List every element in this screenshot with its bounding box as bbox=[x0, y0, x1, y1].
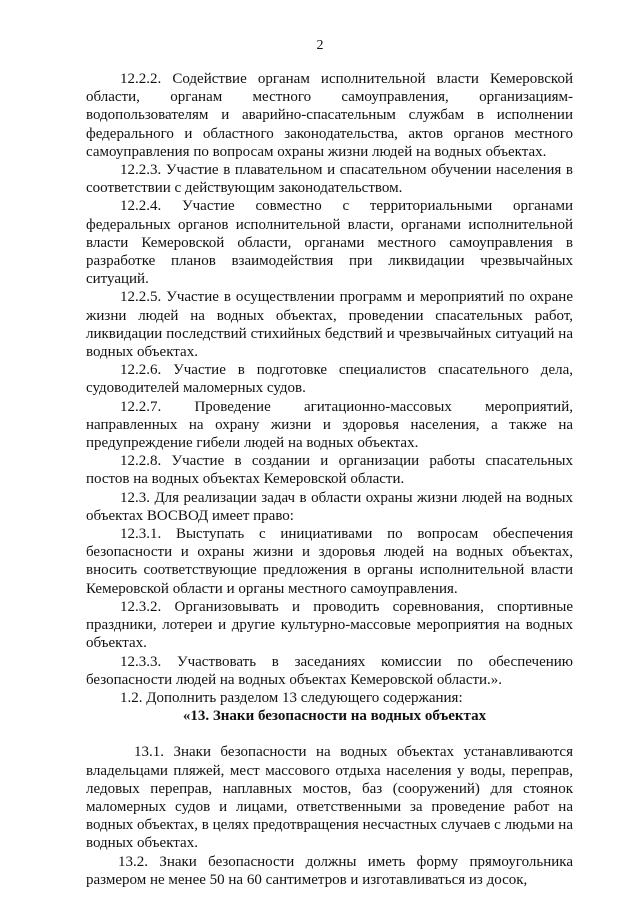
section-heading: «13. Знаки безопасности на водных объектах bbox=[182, 708, 487, 725]
paragraph-12-3-3: 12.3.3. Участвовать в заседаниях комиссии по обеспечению безопасности людей на водных объектах Кемеровской области.». bbox=[86, 653, 573, 688]
paragraph-1-2: 1.2. Дополнить разделом 13 следующего содержания: bbox=[120, 689, 463, 706]
paragraph-12-2-5: 12.2.5. Участие в осуществлении программ и мероприятий по охране жизни людей на водных объектах, проведении спасательных работ, ликвидации последствий стихийных бедствий и чрезвычайных ситуаций на водных объектах. bbox=[86, 289, 573, 361]
paragraph-12-2-7: 12.2.7. Проведение агитационно-массовых мероприятий, направленных на охрану жизни и здоровья населения, а также на предупреждение гибели людей на водных объектах. bbox=[86, 398, 573, 452]
paragraph-12-2-2: 12.2.2. Содействие органам исполнительной власти Кемеровской области, органам местного самоуправления, организациям-водопользователям и аварийно-спасательным службам в исполнении федерального и областного законодательства, актов органов местного самоуправления по вопросам охраны жизни людей на водных объектах. bbox=[86, 71, 573, 160]
paragraph-12-2-6: 12.2.6. Участие в подготовке специалистов спасательного дела, судоводителей маломерных судов. bbox=[86, 362, 573, 397]
paragraph-12-3-1: 12.3.1. Выступать с инициативами по вопросам обеспечения безопасности и охраны жизни и здоровья людей на водных объектах, вносить соответствующие предложения в органы исполнительной власти Кемеровской области и органы местного самоуправления. bbox=[86, 526, 573, 597]
paragraph-12-3-2: 12.3.2. Организовывать и проводить соревнования, спортивные праздники, лотереи и другие культурно-массовые мероприятия на водных объектах. bbox=[86, 598, 573, 652]
paragraph-13-2: 13.2. Знаки безопасности должны иметь форму прямоугольника размером не менее 50 на 60 сантиметров и изготавливаться из досок, bbox=[86, 853, 573, 888]
paragraph-12-2-4: 12.2.4. Участие совместно с территориальными органами федеральных органов исполнительной власти, органами исполнительной власти Кемеровской области, органами местного самоуправления в разработке планов взаимодействия при ликвидации чрезвычайных ситуаций. bbox=[86, 198, 573, 288]
document-body bbox=[86, 70, 573, 889]
paragraph-13-1: 13.1. Знаки безопасности на водных объектах устанавливаются владельцами пляжей, мест массового отдыха населения у воды, переправ, ледовых переправ, наплавных мостов, баз (сооружений) для стоянок маломерных судов и лицами, ответственными за проведение работ на водных объектах, в целях предотвращения несчастных случаев с людьми на водных объектах. bbox=[86, 744, 573, 852]
blank-line bbox=[86, 725, 573, 743]
paragraph-12-2-3: 12.2.3. Участие в плавательном и спасательном обучении населения в соответствии с действующим законодательством. bbox=[86, 162, 573, 197]
page-number: 2 bbox=[316, 38, 324, 53]
paragraph-12-3: 12.3. Для реализации задач в области охраны жизни людей на водных объектах ВОСВОД имеет право: bbox=[86, 489, 573, 524]
paragraph-12-2-8: 12.2.8. Участие в создании и организации работы спасательных постов на водных объектах Кемеровской области. bbox=[86, 453, 573, 488]
